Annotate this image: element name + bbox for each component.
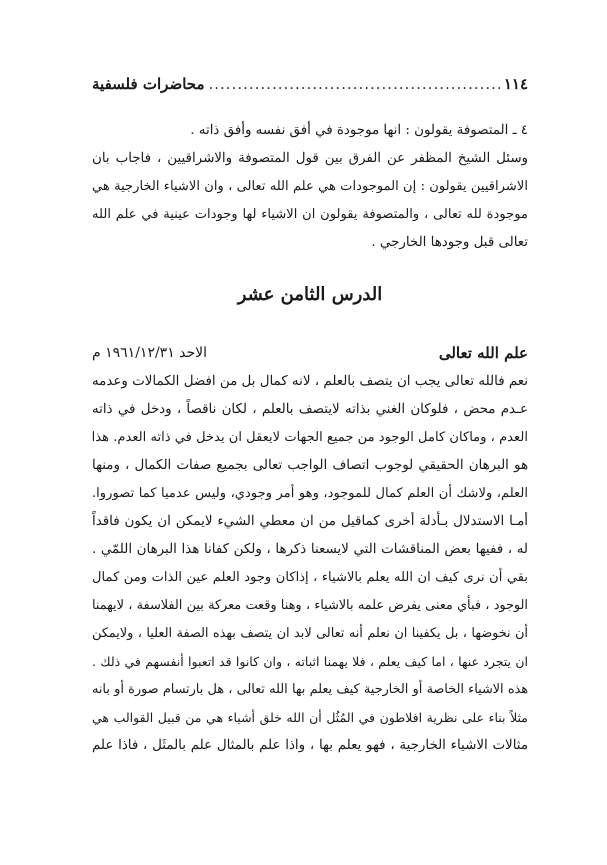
section-date: الاحد ١٩٦١/١٢/٣١ م (92, 345, 208, 361)
section-title-row (92, 339, 528, 367)
intro-line: وسئل الشيخ المظفر عن الفرق بين قول المتصوفة والاشراقيين ، فاجاب بان (92, 151, 528, 166)
body-line: مثلاً بناء على نظرية افلاطون في المُثُل أن الله خلق أشياء هي من قبيل القوالب هي (92, 710, 528, 725)
leader-dots (209, 75, 500, 93)
intro-line: تعالى قبل وجودها الخارجي . (371, 235, 528, 250)
section-title: علم الله تعالى (438, 344, 528, 362)
body-line: نعم فالله تعالى يجب ان يتصف بالعلم ، لانه كمال بل من افضل الكمالات وعدمه (92, 374, 528, 389)
page-number: ١١٤ (503, 75, 528, 93)
body-line: الوجود ، فبأي معنى يفرض علمه بالاشياء ، وهنا وقعت معركة بين الفلاسفة ، لايهمنا (92, 598, 528, 613)
intro-line: الاشراقيين يقولون : إن الموجودات هي علم الله تعالى ، وان الاشياء الخارجية هي (92, 179, 528, 194)
body-line: العدم ، وماكان كامل الوجود من جميع الجهات لايعقل ان يدخل في ذاته العدم. هذا (92, 430, 528, 445)
body-line: العلم، ولاشك أن العلم كمال للموجود، وهو أمر وجودي، وليس عدميا كما تصوروا. (92, 486, 528, 501)
page-header (92, 74, 528, 94)
body-line: هو البرهان الحقيقي لوجوب اتصاف الواجب تعالى بجميع صفات الكمال ، ومنها (92, 458, 528, 473)
body-line: بقي أن نرى كيف ان الله يعلم بالاشياء ، إذاكان وجود العلم عين الذات ومن كمال (92, 570, 528, 585)
intro-line: موجودة لله تعالى ، والمتصوفة يقولون ان الاشياء لها وجودات عينية في علم الله (92, 207, 528, 222)
intro-line: ٤ ـ المتصوفة يقولون : انها موجودة في أفق نفسه وأفق ذاته . (190, 123, 528, 138)
body-line: هذه الاشياء الخاصة أو الخارجية كيف يعلم بها الله تعالى ، هل بارتسام صورة أو بانه (92, 682, 528, 697)
lesson-heading: الدرس الثامن عشر (237, 284, 383, 305)
running-title: محاضرات فلسفية (92, 75, 205, 93)
body-line: له ، ففيها بعض المناقشات التي لايسعنا ذكرها ، ولكن كفانا هذا البرهان اللمّي . (92, 542, 528, 557)
body-line: ان يتجرد عنها ، اما كيف يعلم ، فلا يهمنا اثباته ، وان كانوا قد اتعبوا أنفسهم في ذلك . (92, 654, 528, 669)
body-line: مثالات الاشياء الخارجية ، فهو يعلم بها ، واذا علم بالمثال علم بالمثَل ، فاذا علم (92, 738, 528, 753)
body-line: أن نخوضها ، بل يكفينا ان نعلم أنه تعالى لابد ان يتصف بهذه الصفة العليا ، ولايمكن (92, 626, 528, 641)
body-line: عـدم محض ، فلوكان الغني بذاته لايتصف بالعلم ، لكان ناقصاً ، ودخل في ذاته (92, 402, 528, 417)
body-line: أمـا الاستدلال بـأدلة أخرى كماقيل من ان معطي الشيء لايمكن ان يكون فاقداً (92, 514, 528, 529)
